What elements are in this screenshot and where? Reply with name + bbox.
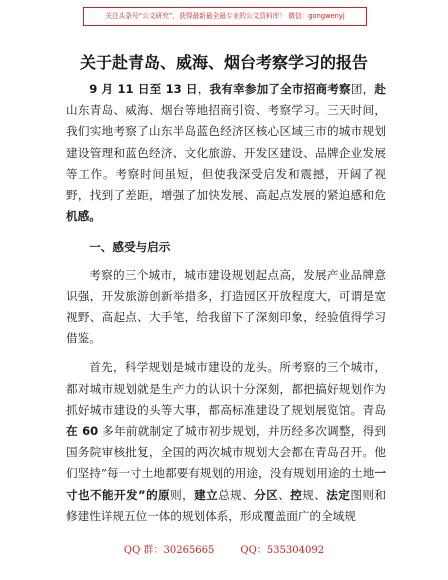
p2-bold-2: 一寸也不能开发”的原 (66, 466, 386, 502)
p2-mid-2: 则， (170, 487, 195, 502)
intro-text-3: 山东青岛、威海、烟台等地招商引资、考察学习。三天时间，我们实地考察了山东半岛蓝色经济区核心区域三市的城市规划建设管理和蓝色经济、文化旅游、开发区建设、品牌企业发展等工作。考察时间虽短，但使我深受启发和震撼，开阔了视野，找到了差距，增强了加快发展、高起点发展的紧迫感和危 (66, 103, 386, 203)
promo-banner-text: 关注头条号“公文研究”，获得最新最全最专业的公文资料库！ 微信：gongwenyj (105, 12, 345, 20)
p2-bold-3: 建立 (194, 487, 219, 502)
p2-mid-3: 总规、 (218, 487, 255, 502)
p2-bold-1: 在 60 (66, 424, 99, 439)
intro-ending: 机感。 (66, 209, 101, 224)
promo-banner (83, 7, 367, 26)
footer-qq: QQ：535304092 (240, 545, 325, 556)
p2-mid-4: 、 (278, 487, 291, 502)
section1-paragraph-1: 考察的三个城市，城市建设规划起点高，发展产业品牌意识强，开发旅游创新举措多，打造园区开放程度大，可谓是宽视野、高起点、大手笔，给我留下了深刻印象，经验值得学习借鉴。 (66, 267, 386, 346)
p2-bold-5: 控 (290, 487, 303, 502)
intro-text-2: 团， (350, 82, 375, 96)
section-heading: 一、感受与启示 (89, 240, 171, 255)
page-footer (0, 544, 448, 558)
document-title: 关于赴青岛、威海、烟台考察学习的报告 (79, 53, 368, 72)
intro-paragraph (66, 79, 386, 227)
p2-mid-5: 规、 (302, 487, 327, 502)
p2-bold-6: 法定 (326, 487, 351, 502)
intro-date: 9 月 11 日至 13 日 (89, 82, 198, 96)
p2-tail: 图则和修建性详规五位一体的规划体系，形成覆盖面广的全域规 (66, 487, 386, 523)
intro-participation: 我有幸参加了全市招商考察 (209, 82, 351, 96)
section1-paragraph-2 (66, 357, 386, 527)
intro-destination: 赴 (374, 82, 386, 96)
intro-text-1: ， (197, 82, 210, 96)
p2-lead: 首先，科学规划是城市建设的龙头。所考察的三个城市，都对城市规划就是生产力的认识十分深刻，都把搞好规划作为抓好城市建设的头等大事，都高标准建设了规划展览馆。青岛 (66, 360, 386, 417)
footer-qq-group: QQ 群：30265665 (123, 545, 215, 556)
document-body (66, 79, 386, 527)
p2-bold-4: 分区 (254, 487, 279, 502)
p2-mid-1: 多年前就制定了城市初步规划，并历经多次调整，得到国务院审核批复，全国的两次城市规划大会都在青岛召开。他们坚持“每一寸土地都要有规划的用途，没有规划用途的土地 (66, 424, 386, 481)
